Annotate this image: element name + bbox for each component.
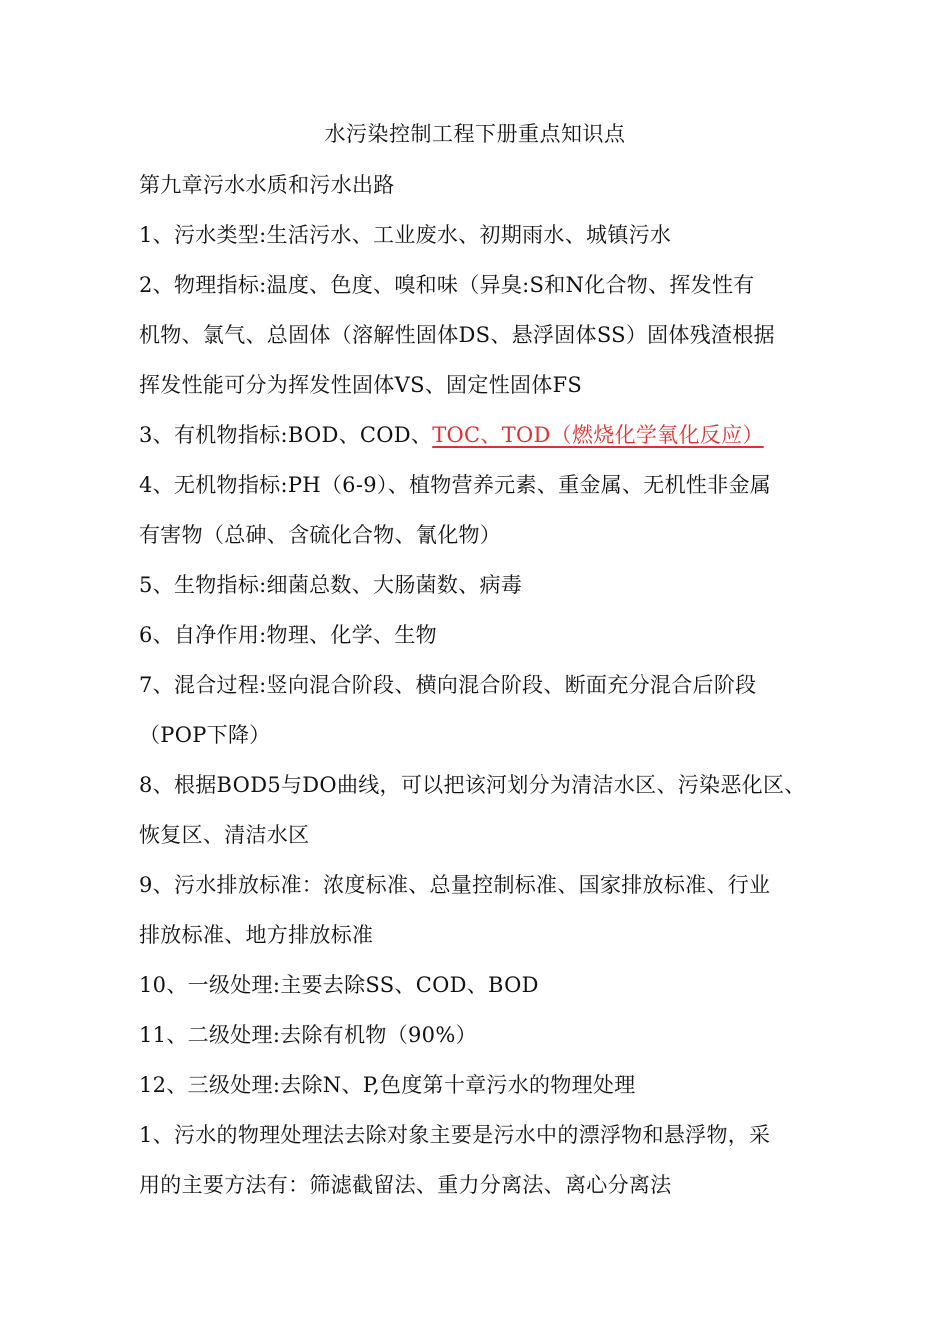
highlighted-text: TOC、TOD（燃烧化学氧化反应） [432,423,764,447]
text-line-3: 机物、氯气、总固体（溶解性固体DS、悬浮固体SS）固体残渣根据 [139,323,775,347]
document-title: 水污染控制工程下册重点知识点 [324,122,626,146]
text-line-15: 排放标准、地方排放标准 [139,923,374,947]
text-line-9: 6、自净作用:物理、化学、生物 [139,623,437,647]
text-line-17: 11、二级处理:去除有机物（90%） [139,1023,477,1047]
text-line-20: 用的主要方法有：筛滤截留法、重力分离法、离心分离法 [139,1173,672,1197]
text-line-12: 8、根据BOD5与DO曲线，可以把该河划分为清洁水区、污染恶化区、 [139,773,806,797]
text-line-11: （POP下降） [139,723,271,747]
text-line-16: 10、一级处理:主要去除SS、COD、BOD [139,973,539,997]
text-line-2: 2、物理指标:温度、色度、嗅和味（异臭:S和N化合物、挥发性有 [139,273,755,297]
text-line-13: 恢复区、清洁水区 [139,823,310,847]
text-line-5 [139,410,811,460]
text-line-6: 4、无机物指标:PH（6-9）、植物营养元素、重金属、无机性非金属 [139,473,772,497]
text-line-4: 挥发性能可分为挥发性固体VS、固定性固体FS [139,373,583,397]
document-page [139,110,811,1210]
text-line-5-main: 3、有机物指标:BOD、COD、 [139,423,433,447]
text-line-14: 9、污水排放标准：浓度标准、总量控制标准、国家排放标准、行业 [139,873,771,897]
text-line-10: 7、混合过程:竖向混合阶段、横向混合阶段、断面充分混合后阶段 [139,673,757,697]
text-line-18: 12、三级处理:去除N、P,色度第十章污水的物理处理 [139,1073,636,1097]
text-line-19: 1、污水的物理处理法去除对象主要是污水中的漂浮物和悬浮物，采 [139,1123,771,1147]
text-line-8: 5、生物指标:细菌总数、大肠菌数、病毒 [139,573,523,597]
chapter-heading-9: 第九章污水水质和污水出路 [139,173,395,197]
text-line-1: 1、污水类型:生活污水、工业废水、初期雨水、城镇污水 [139,223,672,247]
text-line-7: 有害物（总砷、含硫化合物、氰化物） [139,523,502,547]
